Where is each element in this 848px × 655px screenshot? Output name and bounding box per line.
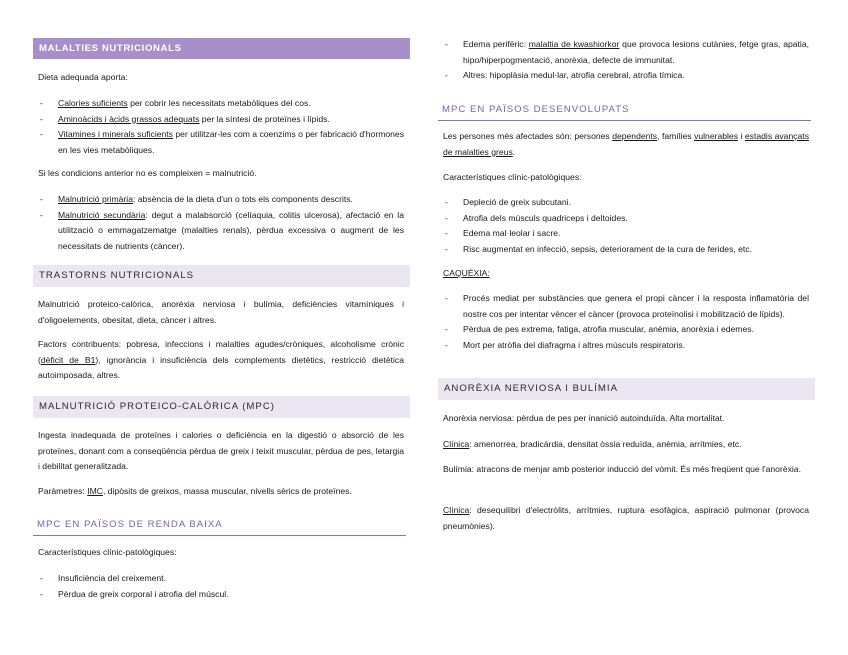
trastorns-paragraph: Malnutrició proteico-calòrica, anorèxia nerviosa i bulímia, deficiències vitamíniques i d'oligoelements, obesitat, dieta, càncer i altres. — [38, 299, 404, 325]
section-title-trastorns-nutricionals: TRASTORNS NUTRICIONALS — [33, 265, 410, 287]
list-item — [38, 112, 404, 128]
underlined-term: Clínica — [443, 505, 470, 515]
list-item: - Depleció de greix subcutani. — [443, 195, 809, 211]
caquexia-list — [443, 291, 809, 353]
section-title-malalties-nutricionals: MALALTIES NUTRICIONALS — [33, 38, 410, 59]
item-text: : absència de la dieta d'un o tots els components descrits. — [132, 194, 353, 204]
underlined-term: dèficit de B1 — [40, 354, 96, 365]
underlined-term: malaltia de kwashiorkor — [528, 39, 620, 49]
list-item: - Altres: hipoplàsia medul·lar, atrofia cerebral, atrofia tímica. — [443, 68, 809, 84]
underlined-term: dependents — [612, 131, 658, 141]
list-item — [38, 96, 404, 112]
anorexia-clinica — [443, 437, 809, 453]
list-item: - Pèrdua de greix corporal i atrofia del múscul. — [38, 587, 404, 603]
text-segment: , dipòsits de greixos, massa muscular, nivells sèrics de proteïnes. — [102, 486, 352, 496]
factors-paragraph — [38, 337, 404, 384]
text-segment: Edema perifèric: — [463, 39, 529, 49]
text-segment: i — [738, 131, 745, 141]
diet-intro: Dieta adequada aporta: — [38, 72, 128, 82]
underlined-term: Vitamines i minerals suficients — [58, 129, 173, 139]
text-segment: Factors contribuents: pobresa, infeccions i malalties agudes/cròniques, alcoholisme crònic ( — [38, 339, 404, 365]
list-item — [38, 192, 404, 208]
text-segment: : amenorrea, bradicàrdia, densitat òssia reduïda, anèmia, arrítmies, etc. — [469, 439, 742, 449]
renda-baixa-list-continued — [443, 37, 809, 84]
text-segment: ), ignorància i insuficiència dels complements dietètics, restricció dietètica autoimposada, altres. — [38, 354, 404, 380]
parameters-paragraph — [38, 484, 404, 500]
list-item — [38, 127, 404, 158]
mpc-paragraph: Ingesta inadequada de proteïnes i calories o deficiència en la digestió o absorció de les proteïnes, donant com a conseqüència pèrdua de greix i teixit muscular, pèrdua de pes, letargia i debilitat generalitzada. — [38, 430, 404, 471]
text-segment: que provoca lesions cutànies, fetge gras, apatia, hipo/hiperpogmentació, anorèxia, defecte de immunitat. — [463, 39, 809, 65]
diet-components-list — [38, 96, 404, 158]
renda-baixa-list — [38, 571, 404, 602]
underlined-term: Aminoàcids i àcids grassos adequats — [58, 113, 200, 124]
bulimia-paragraph: Bulímia: atracons de menjar amb posterior inducció del vòmit. És més freqüent que l'anorèxia. — [443, 464, 801, 474]
renda-baixa-intro: Característiques clínic-patològiques: — [38, 547, 177, 557]
section-title-mpc: MALNUTRICIÓ PROTEICO-CALÒRICA (MPC) — [33, 396, 410, 418]
text-segment: Paràmetres: — [38, 486, 88, 496]
desenvolupats-list — [443, 195, 809, 257]
underlined-term: Clínica — [443, 439, 470, 449]
item-text: per cobrir les necessitats metabòliques del cos. — [127, 98, 311, 108]
list-item: - Atrofia dels músculs quadriceps i deltoides. — [443, 211, 809, 227]
list-item: - Risc augmentat en infecció, sepsis, deteriorament de la cura de ferides, etc. — [443, 242, 809, 258]
text-segment: . — [512, 146, 516, 157]
item-text: per la síntesi de proteïnes i lípids. — [199, 113, 330, 124]
item-text: per utilitzar-les com a coenzims o per fabricació d'hormones en les vies metabòliques. — [58, 129, 404, 155]
list-item: - Procés mediat per substàncies que genera el propi càncer i la resposta inflamatòria del nostre cos per intentar vèncer el càncer (provoca proteïnolisi i mobilització de lípids). — [443, 291, 809, 322]
section-title-anorexia-bulimia: ANORÈXIA NERVIOSA I BULÍMIA — [438, 378, 815, 400]
desenvolupats-intro: Característiques clínic-patològiques: — [443, 172, 582, 182]
list-item — [38, 208, 404, 255]
anorexia-paragraph: Anorèxia nerviosa: pèrdua de pes per inanició autoinduïda. Alta mortalitat. — [443, 413, 725, 423]
bulimia-clinica — [443, 503, 809, 534]
text-segment: : desequilibri d'electròlits, arrítmies, ruptura esofàgica, aspiració pulmonar (provoca pneumònies). — [443, 505, 809, 531]
section-title-mpc-renda-baixa: MPC EN PAÏSOS DE RENDA BAIXA — [33, 515, 406, 536]
underlined-term: estadis avançats de malalties greus — [443, 131, 809, 157]
underlined-term: IMC — [87, 486, 103, 496]
malnutrition-types-list — [38, 192, 404, 254]
text-segment: , famílies — [657, 131, 695, 141]
list-item — [443, 37, 809, 68]
desenvolupats-paragraph — [443, 129, 809, 160]
caquexia-title — [443, 266, 809, 282]
item-text: : degut a malabsorció (celíaquia, colitis ulcerosa), afectació en la utilització o emmagatzematge (malalties renals), pèrdua excessiva o augment de les necessitats de nutrients (càncer). — [58, 209, 404, 251]
underlined-term: Malnutrició primària — [58, 194, 133, 204]
section-title-mpc-desenvolupats: MPC EN PAÏSOS DESENVOLUPATS — [438, 100, 811, 121]
underlined-term: Calories suficients — [58, 98, 128, 108]
underlined-term: Malnutrició secundària — [58, 209, 146, 220]
list-item: - Pèrdua de pes extrema, fatiga, atrofia muscular, anèmia, anorèxia i edemes. — [443, 322, 809, 338]
underlined-term: vulnerables — [694, 131, 739, 141]
malnutrition-condition: Si les condicions anterior no es compleixen = malnutrició. — [38, 168, 257, 178]
text-segment: Les persones més afectades són: persones — [443, 131, 613, 141]
underlined-term: CAQUÈXIA: — [443, 268, 490, 278]
list-item: - Insuficiència del creixement. — [38, 571, 404, 587]
list-item: - Mort per atròfia del diafragma i altres múscuIs respiratoris. — [443, 338, 809, 354]
list-item: - Edema mal·leolar i sacre. — [443, 226, 809, 242]
